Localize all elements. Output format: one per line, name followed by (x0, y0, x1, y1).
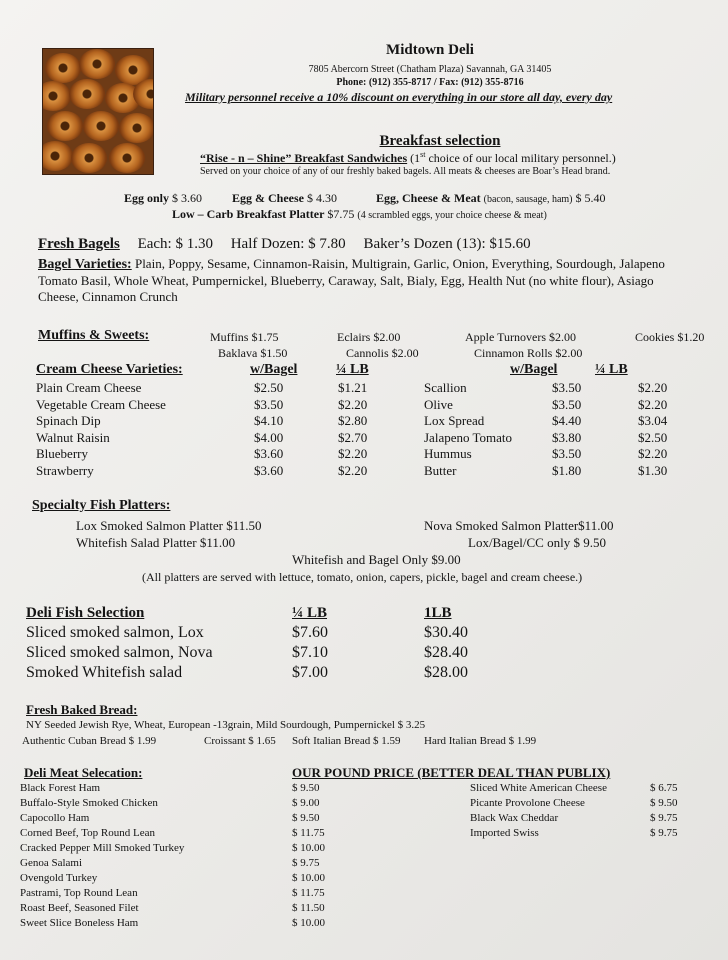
deli-cheese-row-name: Imported Swiss (470, 827, 539, 839)
deli-cheese-row-name: Sliced White American Cheese (470, 782, 607, 794)
cream-cheese-row-lb: $2.20 (338, 446, 368, 461)
cream-cheese-row-bagel: $4.10 (254, 413, 284, 428)
deli-meat-row-price: $ 10.00 (292, 917, 325, 929)
cream-cheese-row-lb: $2.20 (638, 446, 668, 461)
bread-soft-italian: Soft Italian Bread $ 1.59 (292, 735, 401, 747)
bread-hard-italian: Hard Italian Bread $ 1.99 (424, 735, 537, 747)
cream-cheese-row-lb: $2.20 (638, 396, 668, 412)
breakfast-served-note: Served on your choice of any of our freshly baked bagels. All meats & cheeses are Boar’s Head brand. (200, 166, 611, 177)
cream-cheese-row-bagel: $4.00 (254, 429, 284, 445)
deli-cheese-row-price: $ 9.75 (650, 812, 678, 824)
muffins-heading: Muffins & Sweets: (38, 328, 150, 343)
deli-cheese-row-name: Picante Provolone Cheese (470, 797, 585, 809)
cream-cheese-row-bagel: $2.50 (254, 380, 284, 395)
sandwich-note-rest: choice of our local military personnel.) (425, 151, 616, 165)
deli-fish-col-lb: 1LB (424, 605, 452, 621)
deli-cheese-row-name: Black Wax Cheddar (470, 812, 559, 824)
deli-meat-row-name: Genoa Salami (20, 857, 83, 869)
cream-cheese-row-lb: $3.04 (638, 413, 668, 428)
item-price: $ 4.30 (307, 191, 337, 205)
bread-cuban: Authentic Cuban Bread $ 1.99 (22, 735, 157, 747)
cream-cheese-heading: Cream Cheese Varieties: (36, 362, 183, 377)
cream-cheese-row-name: Spinach Dip (36, 413, 101, 428)
cream-cheese-row-bagel: $3.50 (552, 446, 582, 461)
breakfast-item-egg-cheese-meat (376, 191, 606, 206)
item-price: $2.00 (373, 330, 401, 344)
deli-fish-row-lb: $28.00 (424, 664, 468, 681)
item-price: $1.20 (677, 330, 705, 344)
cream-cheese-row-lb: $2.20 (338, 396, 368, 412)
deli-fish-col-quarter: ¼ LB (292, 605, 328, 621)
store-address: 7805 Abercorn Street (Chatham Plaza) Savannah, GA 31405 (308, 64, 552, 75)
cream-cheese-row-name: Scallion (424, 380, 467, 395)
fish-platter-whitefish-bagel: Whitefish and Bagel Only $9.00 (292, 552, 461, 567)
muffin-item-apple-turnovers (465, 330, 576, 345)
deli-meat-row-name: Corned Beef, Top Round Lean (20, 827, 155, 839)
cream-cheese-row-name: Olive (424, 396, 453, 412)
cream-cheese-row-lb: $1.21 (338, 380, 368, 395)
bagel-photo (42, 48, 154, 175)
fresh-bagels-line (38, 236, 531, 253)
platter-note: (4 scrambled eggs, your choice cheese & meat) (357, 210, 547, 221)
bread-line1: NY Seeded Jewish Rye, Wheat, European -13grain, Mild Sourdough, Pumpernickel $ 3.25 (26, 719, 426, 731)
muffin-item-eclairs (337, 330, 400, 345)
bagel-varieties-label: Bagel Varieties: (38, 257, 132, 272)
deli-meat-row-name: Pastrami, Top Round Lean (20, 887, 138, 899)
deli-meat-row-price: $ 11.75 (292, 827, 325, 839)
cream-cheese-row-name: Hummus (424, 446, 472, 461)
bread-croissant: Croissant $ 1.65 (204, 735, 276, 747)
deli-meat-row-name: Roast Beef, Seasoned Filet (20, 902, 139, 914)
deli-fish-row-name: Sliced smoked salmon, Nova (26, 644, 213, 661)
deli-meat-row-name: Sweet Slice Boneless Ham (20, 917, 139, 929)
deli-fish-row-lb: $30.40 (424, 624, 468, 641)
military-discount: Military personnel receive a 10% discount on everything in our store all day, every day (185, 90, 613, 104)
bagel-price-each: Each: $ 1.30 (137, 236, 213, 252)
cc-col-bagel-right: w/Bagel (510, 362, 558, 377)
cream-cheese-row-name: Lox Spread (424, 413, 485, 428)
cream-cheese-row-lb: $2.20 (638, 380, 668, 395)
deli-meat-row-price: $ 9.50 (292, 782, 320, 794)
deli-meat-row-price: $ 9.00 (292, 797, 320, 809)
item-name: Cookies (635, 330, 675, 344)
item-price: $2.00 (391, 346, 419, 360)
muffin-item-cinnamon-rolls (474, 346, 582, 361)
bagel-varieties-line2: Tomato Basil, Whole Wheat, Pumpernickel, Blueberry, Caraway, Salt, Bialy, Egg, Health Nut (no white flour), Asiago (38, 273, 654, 288)
deli-meat-heading: Deli Meat Selecation: (24, 765, 143, 780)
item-name: Egg, Cheese & Meat (376, 191, 481, 205)
cream-cheese-row-lb: $1.30 (638, 462, 668, 478)
item-name: Cannolis (346, 346, 389, 360)
item-price: $ 3.60 (172, 191, 203, 205)
deli-meat-row-price: $ 10.00 (292, 872, 325, 884)
cream-cheese-row-bagel: $1.80 (552, 462, 582, 478)
bagel-price-half-dozen: Half Dozen: $ 7.80 (230, 236, 346, 252)
muffin-item-muffins (210, 330, 278, 345)
breakfast-heading: Breakfast selection (379, 133, 501, 149)
deli-fish-heading: Deli Fish Selection (26, 605, 145, 621)
bagel-varieties-line1 (38, 256, 665, 273)
item-name: Egg & Cheese (232, 191, 304, 205)
cream-cheese-row-bagel: $3.50 (254, 396, 284, 412)
item-price: $ 5.40 (575, 191, 606, 205)
cream-cheese-row-name: Vegetable Cream Cheese (36, 396, 166, 412)
fish-platter-lox: Lox Smoked Salmon Platter $11.50 (76, 518, 262, 533)
deli-meat-row-name: Capocollo Ham (20, 812, 90, 824)
cc-col-bagel-left: w/Bagel (250, 362, 298, 377)
breakfast-platter (172, 207, 547, 222)
deli-cheese-row-price: $ 9.50 (650, 797, 678, 809)
platter-name: Low – Carb Breakfast Platter (172, 207, 325, 221)
deli-meat-row-price: $ 9.50 (292, 812, 320, 824)
cream-cheese-row-name: Blueberry (36, 446, 88, 461)
fresh-bagels-heading: Fresh Bagels (38, 236, 120, 252)
cc-col-lb-left: ¼ LB (336, 362, 369, 377)
deli-meat-row-price: $ 9.75 (292, 857, 320, 869)
fish-platters-heading: Specialty Fish Platters: (32, 498, 171, 513)
bagel-varieties-line3: Cheese, Cinnamon Crunch (38, 289, 178, 304)
sandwich-note-sup: st (420, 150, 426, 159)
deli-meat-row-name: Buffalo-Style Smoked Chicken (20, 797, 158, 809)
item-name: Egg only (124, 191, 170, 205)
breakfast-sandwiches-title: “Rise - n – Shine” Breakfast Sandwiches (200, 151, 408, 165)
deli-meat-row-price: $ 11.50 (292, 902, 325, 914)
cream-cheese-row-name: Strawberry (36, 462, 94, 478)
fish-platter-whitefish: Whitefish Salad Platter $11.00 (76, 535, 236, 550)
cream-cheese-row-bagel: $3.60 (254, 446, 284, 461)
item-name: Baklava (218, 346, 258, 360)
fish-platter-nova: Nova Smoked Salmon Platter$11.00 (424, 518, 614, 533)
item-price: $1.50 (260, 346, 288, 360)
item-name: Apple Turnovers (465, 330, 547, 344)
deli-fish-row-name: Sliced smoked salmon, Lox (26, 624, 204, 641)
deli-meat-row-price: $ 11.75 (292, 887, 325, 899)
platter-price: $7.75 (327, 207, 355, 221)
deli-fish-row-q: $7.60 (292, 624, 328, 641)
cream-cheese-row-lb: $2.70 (338, 429, 368, 445)
deli-meat-row-name: Black Forest Ham (20, 782, 101, 794)
deli-meat-row-name: Ovengold Turkey (20, 872, 98, 884)
sandwich-note: (1 (410, 151, 421, 165)
deli-meat-row-name: Cracked Pepper Mill Smoked Turkey (20, 842, 185, 854)
cc-col-lb-right: ¼ LB (595, 362, 628, 377)
deli-fish-row-name: Smoked Whitefish salad (26, 664, 183, 681)
item-name: Muffins (210, 330, 249, 344)
item-name: Cinnamon Rolls (474, 346, 553, 360)
muffin-item-cookies (635, 330, 704, 345)
bagel-price-bakers-dozen: Baker’s Dozen (13): $15.60 (363, 236, 531, 252)
item-price: $1.75 (251, 330, 279, 344)
deli-cheese-row-price: $ 9.75 (650, 827, 678, 839)
cream-cheese-row-name: Butter (424, 462, 457, 478)
cream-cheese-row-bagel: $3.50 (552, 396, 582, 412)
cream-cheese-row-bagel: $4.40 (552, 413, 582, 428)
bagel-varieties-text: Plain, Poppy, Sesame, Cinnamon-Raisin, Multigrain, Garlic, Onion, Everything, Sourdough, Jalapeno (131, 256, 665, 271)
cream-cheese-row-lb: $2.50 (638, 429, 668, 445)
cream-cheese-row-bagel: $3.80 (552, 429, 582, 445)
item-note: (bacon, sausage, ham) (483, 194, 573, 205)
deli-meat-row-price: $ 10.00 (292, 842, 325, 854)
breakfast-item-egg-only (124, 191, 202, 206)
deli-fish-row-q: $7.00 (292, 664, 328, 681)
cream-cheese-row-bagel: $3.50 (552, 380, 582, 395)
pound-price-heading: OUR POUND PRICE (BETTER DEAL THAN PUBLIX) (292, 765, 611, 780)
item-name: Eclairs (337, 330, 371, 344)
fish-platters-note: (All platters are served with lettuce, tomato, onion, capers, pickle, bagel and cream cheese.) (142, 570, 583, 584)
item-price: $2.00 (555, 346, 583, 360)
breakfast-item-egg-cheese (232, 191, 337, 206)
item-price: $2.00 (549, 330, 577, 344)
cream-cheese-row-lb: $2.80 (338, 413, 368, 428)
cream-cheese-row-bagel: $3.60 (254, 462, 284, 478)
cream-cheese-row-lb: $2.20 (338, 462, 368, 478)
deli-fish-row-q: $7.10 (292, 644, 328, 661)
store-title: Midtown Deli (386, 42, 474, 58)
deli-cheese-row-price: $ 6.75 (650, 782, 678, 794)
cream-cheese-row-name: Jalapeno Tomato (424, 429, 513, 445)
cream-cheese-row-name: Walnut Raisin (36, 429, 110, 445)
fish-platter-lox-bagel: Lox/Bagel/CC only $ 9.50 (468, 535, 606, 550)
bread-heading: Fresh Baked Bread: (26, 702, 138, 717)
muffin-item-cannolis (346, 346, 419, 361)
cream-cheese-row-name: Plain Cream Cheese (36, 380, 142, 395)
deli-fish-row-lb: $28.40 (424, 644, 468, 661)
breakfast-sandwiches-line (200, 150, 616, 166)
muffin-item-baklava (218, 346, 287, 361)
store-phone: Phone: (912) 355-8717 / Fax: (912) 355-8716 (336, 77, 524, 88)
